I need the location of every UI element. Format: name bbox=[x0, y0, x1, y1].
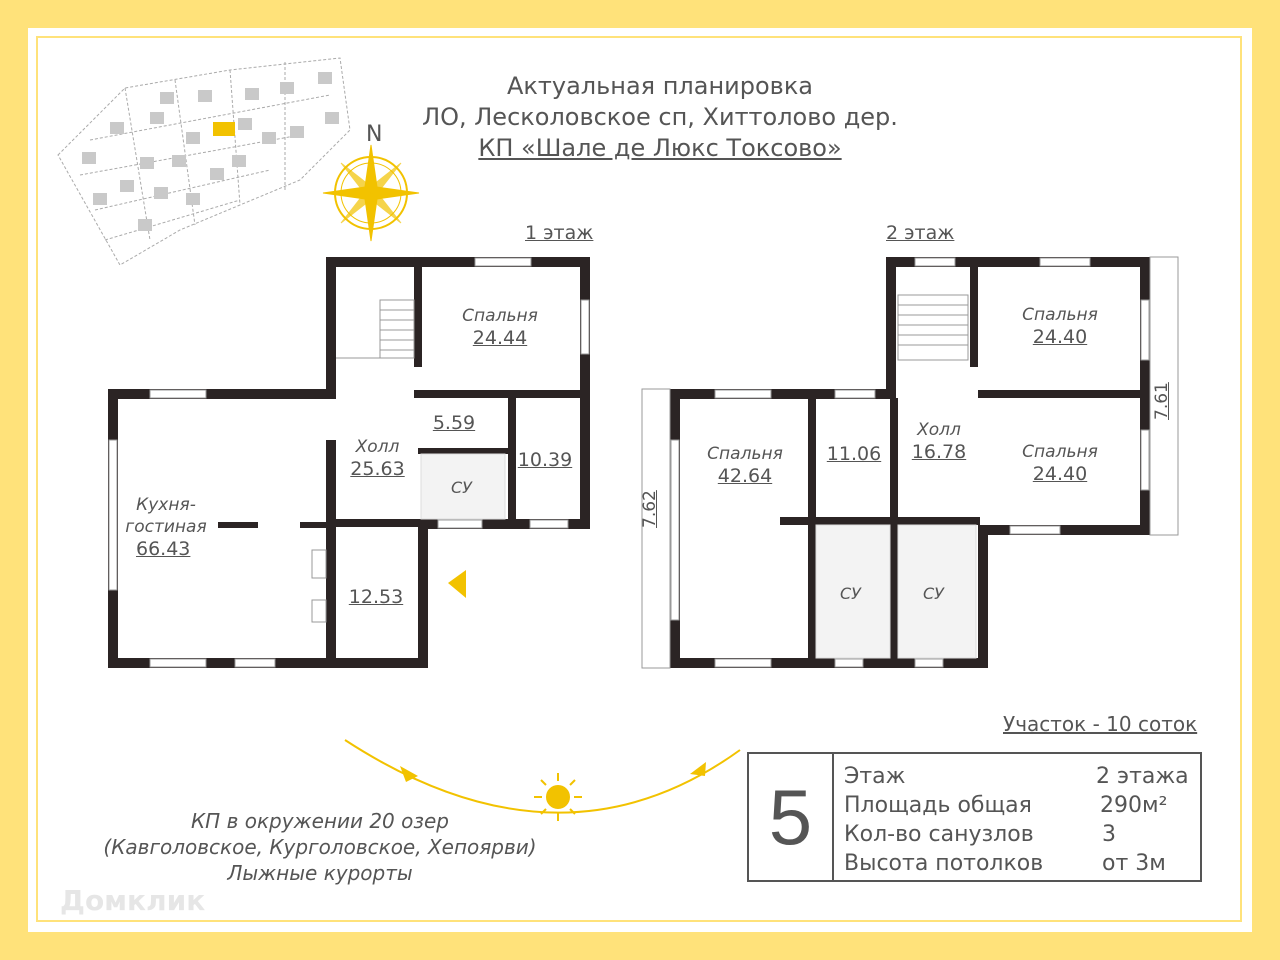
info-value: 3 bbox=[1102, 822, 1116, 847]
lakes-line1: КП в окружении 20 озер bbox=[190, 809, 450, 833]
info-value: от 3м bbox=[1102, 851, 1166, 876]
room-area: 24.40 bbox=[1032, 463, 1088, 485]
room-name: Спальня bbox=[462, 306, 538, 326]
compass-north-label: N bbox=[366, 122, 383, 147]
room-name-1: Кухня- bbox=[136, 495, 196, 515]
room-area: 10.39 bbox=[517, 449, 573, 471]
floor1-bath-label: СУ bbox=[451, 478, 472, 497]
floor1-small-room bbox=[424, 412, 484, 434]
room-name: Холл bbox=[917, 420, 961, 440]
floor2-label: 2 этаж bbox=[886, 222, 955, 244]
plot-size: Участок - 10 соток bbox=[1003, 712, 1198, 736]
floor1-bedroom bbox=[440, 305, 560, 349]
info-box bbox=[747, 752, 1202, 882]
house-number: 5 bbox=[749, 754, 834, 880]
info-label: Этаж bbox=[844, 764, 906, 789]
room-area: 25.63 bbox=[350, 458, 405, 480]
floor1-stairs bbox=[336, 300, 414, 358]
room-area: 16.78 bbox=[911, 441, 967, 463]
info-label: Площадь общая bbox=[844, 793, 1032, 818]
info-label: Высота потолков bbox=[844, 851, 1044, 876]
floor2-bedroom2 bbox=[1000, 441, 1120, 485]
floor2-hall bbox=[903, 419, 975, 463]
title-village-link: КП «Шале де Люкс Токсово» bbox=[478, 134, 842, 162]
floor1-vestibule bbox=[340, 586, 412, 608]
floor2-bath1-label: СУ bbox=[840, 584, 861, 603]
floor1-kitchen bbox=[112, 494, 220, 560]
floor1-room bbox=[514, 449, 576, 471]
info-row bbox=[844, 762, 1194, 792]
sun-path-arrow-right bbox=[690, 762, 706, 776]
site-highlight-plot bbox=[213, 122, 235, 136]
floor2-bath2-label: СУ bbox=[923, 584, 944, 603]
site-map bbox=[58, 58, 350, 265]
floor1-label: 1 этаж bbox=[525, 222, 594, 244]
floor2-room bbox=[822, 443, 886, 465]
info-label: Кол-во санузлов bbox=[844, 822, 1034, 847]
watermark: Домклик bbox=[60, 884, 206, 917]
info-row bbox=[844, 849, 1194, 879]
floor2-terrace-left bbox=[642, 389, 670, 668]
floor1-hall bbox=[340, 436, 415, 480]
room-area: 5.59 bbox=[432, 412, 476, 434]
room-area: 66.43 bbox=[136, 538, 191, 560]
floor2-dim-left: 7.62 bbox=[640, 490, 660, 528]
lakes-text bbox=[60, 808, 580, 886]
floor2-bedroom3 bbox=[690, 443, 800, 487]
room-name: Спальня bbox=[1022, 442, 1098, 462]
title-line1: Актуальная планировка bbox=[506, 72, 814, 100]
room-name: Холл bbox=[355, 437, 400, 457]
lakes-line2: (Кавголовское, Курголовское, Хепоярви) bbox=[103, 835, 537, 859]
room-area: 24.40 bbox=[1032, 326, 1088, 348]
lakes-line3: Лыжные курорты bbox=[227, 861, 413, 885]
info-row bbox=[844, 791, 1194, 821]
info-value: 2 этажа bbox=[1096, 764, 1189, 789]
title-line3 bbox=[380, 132, 940, 164]
room-name: Спальня bbox=[1022, 305, 1098, 325]
floor1-kitchen-set bbox=[312, 550, 326, 622]
floor2-stairs bbox=[898, 295, 968, 360]
room-area: 12.53 bbox=[348, 586, 404, 608]
room-area: 11.06 bbox=[826, 443, 882, 465]
floor2-bedroom1 bbox=[1000, 304, 1120, 348]
room-name-2: гостиная bbox=[125, 517, 207, 537]
room-area: 42.64 bbox=[717, 465, 773, 487]
title-line2: ЛО, Лесколовское сп, Хиттолово дер. bbox=[422, 103, 898, 131]
entrance-arrow-icon bbox=[448, 570, 466, 598]
room-name: Спальня bbox=[707, 444, 783, 464]
info-row bbox=[844, 820, 1194, 850]
floor2-dim-right: 7.61 bbox=[1152, 382, 1172, 420]
room-area: 24.44 bbox=[472, 327, 528, 349]
info-value: 290м² bbox=[1100, 793, 1168, 818]
